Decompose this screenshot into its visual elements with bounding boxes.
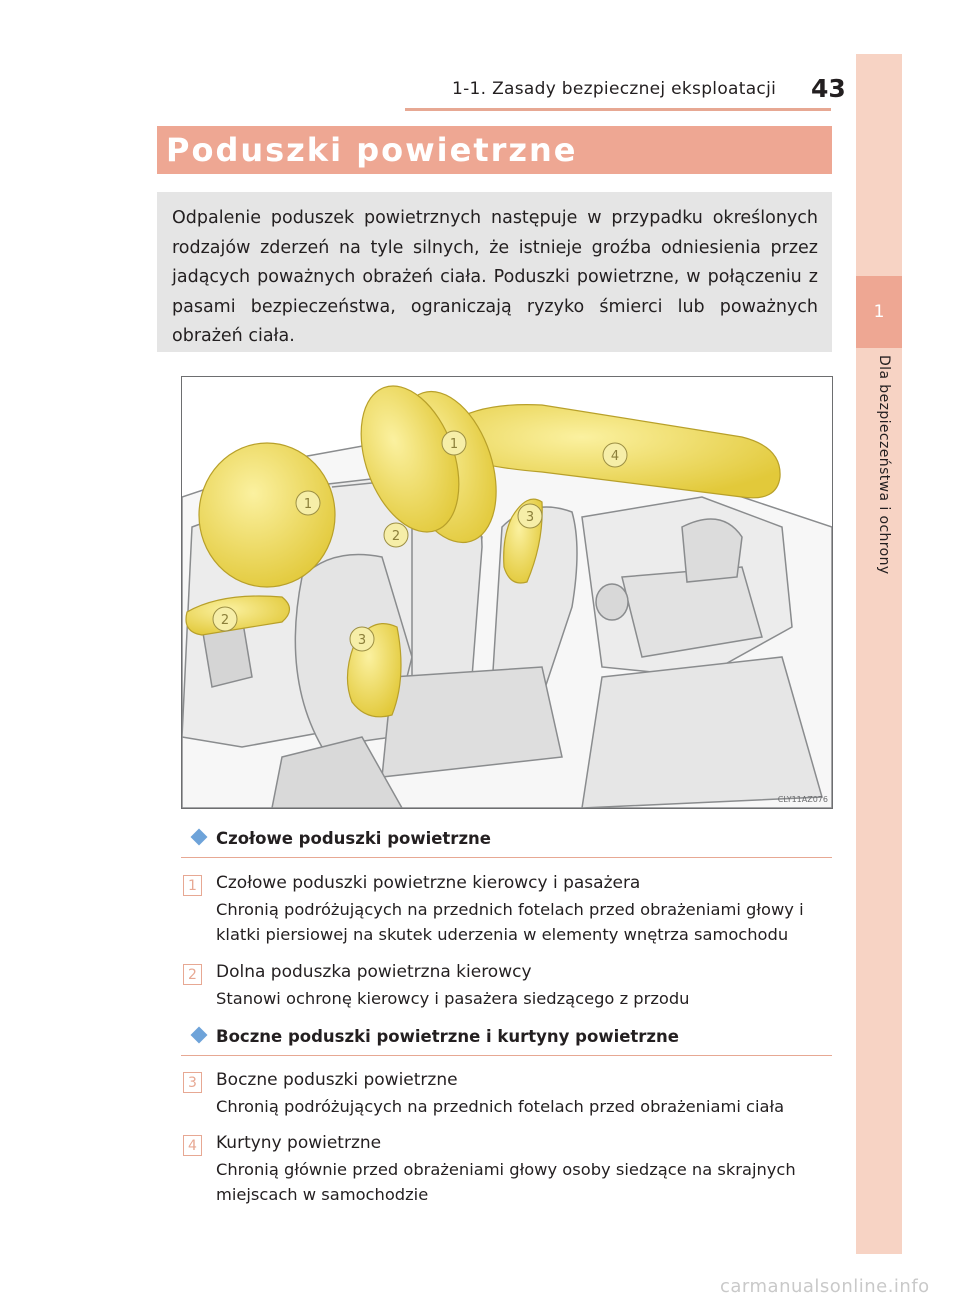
diamond-bullet-icon [191,829,208,846]
callout-1-driver [296,491,320,515]
item-title: Boczne poduszki powietrzne [216,1070,458,1090]
item-description: Stanowi ochronę kierowcy i pasażera siedzącego z przodu [216,989,690,1008]
item-title: Dolna poduszka powietrzna kierowcy [216,962,532,982]
svg-text:4: 4 [610,449,620,464]
group-heading-text: Boczne poduszki powietrzne i kurtyny powietrzne [216,1027,679,1046]
item-number-badge: 3 [183,1072,202,1093]
page-number: 43 [811,74,846,103]
callout-2-knee [213,607,237,631]
svg-text:3: 3 [357,633,367,648]
item-title: Czołowe poduszki powietrzne kierowcy i pasażera [216,873,641,893]
diamond-bullet-icon [191,1027,208,1044]
item-number-badge: 4 [183,1135,202,1156]
callout-4-curtain [603,443,627,467]
item-title: Kurtyny powietrzne [216,1133,382,1153]
callout-2-passenger [384,523,408,547]
item-description: Chronią podróżujących na przednich fotelach przed obrażeniami ciała [216,1097,785,1116]
section-path: 1-1. Zasady bezpiecznej eksploatacji [452,79,777,99]
intro-text: Odpalenie poduszek powietrznych następuje w przypadku określonych rodzajów zderzeń na tyle silnych, że istnieje groźba odniesienia przez jadących poważnych obrażeń ciała. Poduszki powietrzne, w połączeniu z pasami bezpieczeństwa, ograniczają ryzyko śmierci lub poważnych obrażeń ciała. [172,208,818,346]
svg-text:2: 2 [391,529,401,544]
item-number-badge: 1 [183,875,202,896]
svg-text:3: 3 [525,510,535,525]
group-heading-text: Czołowe poduszki powietrzne [216,829,491,848]
item-number-badge: 2 [183,964,202,985]
group-heading-front [193,829,491,848]
page-title: Poduszki powietrzne [166,131,578,169]
item-description: Chronią podróżujących na przednich fotelach przed obrażeniami głowy i klatki piersiowej na skutek uderzenia w elementy wnętrza samochodu [216,900,804,944]
group-divider [181,857,832,858]
svg-text:1: 1 [449,437,459,452]
intro-box [157,192,832,352]
item-description: Chronią głównie przed obrażeniami głowy osoby siedzące na skrajnych miejscach w samochodzie [216,1160,796,1204]
svg-text:1: 1 [303,497,313,512]
chapter-title: Dla bezpieczeństwa i ochrony [876,355,892,575]
chapter-side-tab [856,54,902,1254]
group-divider [181,1055,832,1056]
header-divider [405,108,831,111]
car-interior-drawing [182,377,832,808]
driver-front-airbag [199,443,335,587]
callout-3-driver [350,627,374,651]
chapter-number-tab: 1 [856,276,902,348]
airbag-illustration [181,376,833,809]
figure-code: CLY11AZ076 [777,795,828,804]
callout-1-passenger [442,431,466,455]
watermark: carmanualsonline.info [720,1276,930,1297]
callout-3-passenger [518,504,542,528]
group-heading-side [193,1027,679,1046]
svg-text:2: 2 [220,613,230,628]
